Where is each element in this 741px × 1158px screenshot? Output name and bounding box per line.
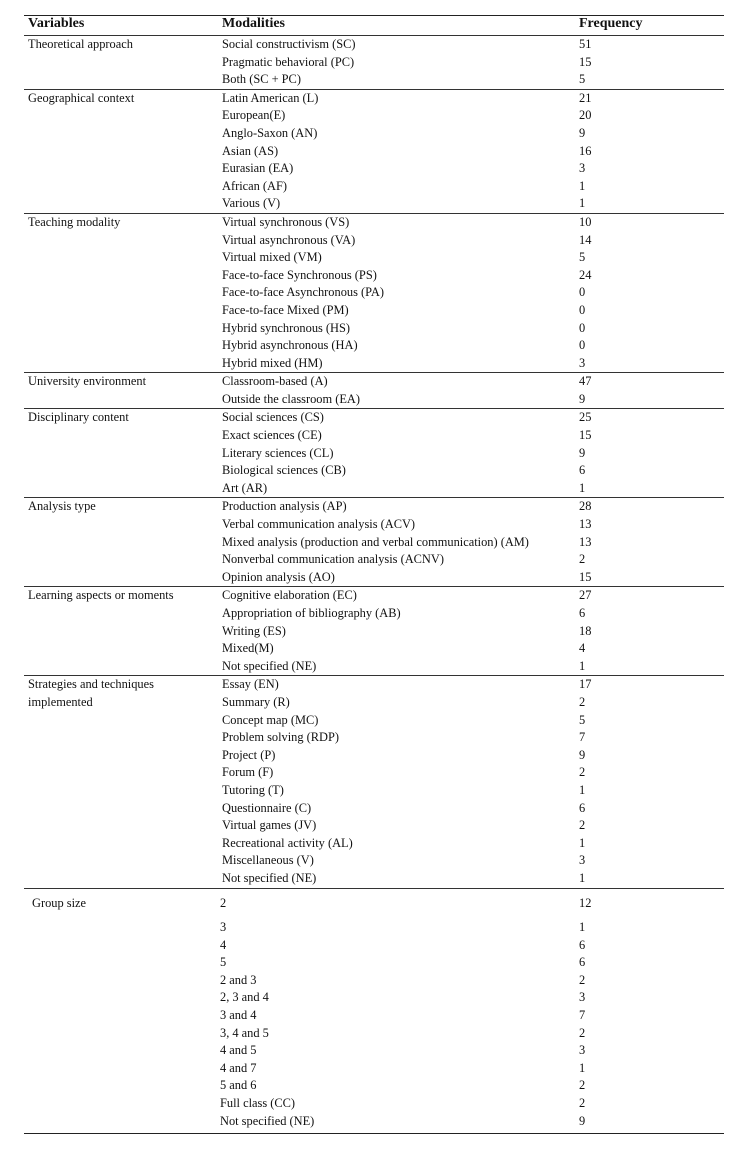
variable-group — [24, 409, 724, 497]
table-row — [24, 143, 724, 161]
table-row — [24, 178, 724, 196]
frequency-cell: 2 — [579, 1025, 586, 1040]
variable-group — [24, 36, 724, 89]
frequency-cell: 1 — [579, 658, 586, 673]
variable-name: Theoretical approach — [28, 37, 133, 51]
table-row — [24, 498, 724, 516]
table-row — [24, 729, 724, 747]
modality-cell: Various (V) — [222, 196, 281, 211]
frequency-cell: 5 — [579, 250, 586, 265]
modality-cell: Production analysis (AP) — [222, 499, 347, 514]
modality-cell: Latin American (L) — [222, 90, 319, 105]
table-row — [24, 107, 724, 125]
table-row — [24, 462, 724, 480]
variable-group — [24, 373, 724, 408]
modality-cell: 2, 3 and 4 — [220, 990, 269, 1005]
table-row — [24, 782, 724, 800]
table-row — [24, 852, 724, 870]
frequency-cell: 0 — [579, 302, 586, 317]
table-row — [24, 919, 724, 937]
modality-cell: Nonverbal communication analysis (ACNV) — [222, 552, 444, 567]
frequency-cell: 6 — [579, 463, 586, 478]
frequency-cell: 15 — [579, 569, 592, 584]
modality-cell: Biological sciences (CB) — [222, 463, 346, 478]
table-row — [24, 54, 724, 72]
frequency-cell: 9 — [579, 125, 586, 140]
variable-group — [24, 214, 724, 372]
frequency-cell: 14 — [579, 232, 592, 247]
frequency-cell: 2 — [579, 972, 586, 987]
frequency-cell: 0 — [579, 320, 586, 335]
table-row — [24, 373, 724, 391]
table-row — [24, 1060, 724, 1078]
table-row — [24, 1077, 724, 1095]
variable-name: University environment — [28, 374, 147, 389]
table-row — [24, 870, 724, 888]
modality-cell: African (AF) — [222, 178, 288, 193]
frequency-cell: 2 — [579, 694, 586, 709]
modality-cell: Face-to-face Mixed (PM) — [222, 302, 349, 317]
table-row — [24, 989, 724, 1007]
frequency-table — [24, 15, 724, 1134]
frequency-cell: 9 — [579, 445, 586, 460]
modality-cell: Miscellaneous (V) — [222, 853, 314, 868]
frequency-cell: 2 — [579, 1078, 586, 1093]
modality-cell: Hybrid asynchronous (HA) — [222, 338, 358, 353]
frequency-cell: 1 — [579, 835, 586, 850]
table-row — [24, 640, 724, 658]
modality-cell: Concept map (MC) — [222, 712, 319, 727]
table-row — [24, 284, 724, 302]
frequency-cell: 51 — [579, 37, 592, 51]
variable-group — [24, 90, 724, 213]
frequency-cell: 21 — [579, 90, 592, 105]
modality-cell: Summary (R) — [222, 694, 290, 709]
frequency-cell: 1 — [579, 782, 586, 797]
modality-cell: Virtual mixed (VM) — [222, 250, 322, 265]
frequency-cell: 3 — [579, 1043, 586, 1058]
modality-cell: Art (AR) — [222, 480, 268, 495]
header-frequency: Frequency — [579, 16, 643, 31]
frequency-cell: 1 — [579, 870, 586, 885]
table-row — [24, 800, 724, 818]
modality-cell: 2 — [220, 895, 227, 910]
frequency-cell: 7 — [579, 730, 586, 745]
modality-cell: Pragmatic behavioral (PC) — [222, 54, 355, 69]
modality-cell: Social sciences (CS) — [222, 410, 324, 425]
table-row — [24, 125, 724, 143]
modality-cell: Face-to-face Synchronous (PS) — [222, 267, 377, 282]
table-bottom-rule — [24, 1133, 724, 1134]
table-row — [24, 302, 724, 320]
modality-cell: Not specified (NE) — [222, 658, 317, 673]
variable-group — [24, 676, 724, 887]
frequency-cell: 24 — [579, 267, 592, 282]
frequency-cell: 16 — [579, 143, 592, 158]
table-row — [24, 71, 724, 89]
table-row — [24, 160, 724, 178]
table-row — [24, 954, 724, 972]
table-row — [24, 972, 724, 990]
table-row — [24, 587, 724, 605]
modality-cell: Anglo-Saxon (AN) — [222, 125, 318, 140]
frequency-cell: 0 — [579, 285, 586, 300]
variable-name: Strategies and techniques implemented — [28, 677, 154, 709]
table-row — [24, 623, 724, 641]
table-row — [24, 214, 724, 232]
frequency-cell: 15 — [579, 428, 592, 443]
modality-cell: Virtual synchronous (VS) — [222, 214, 350, 229]
modality-cell: Not specified (NE) — [222, 870, 317, 885]
table-row — [24, 1007, 724, 1025]
header-modalities: Modalities — [222, 16, 285, 31]
frequency-cell: 6 — [579, 955, 586, 970]
table-row — [24, 409, 724, 427]
modality-cell: Appropriation of bibliography (AB) — [222, 606, 401, 620]
frequency-cell: 4 — [579, 641, 586, 656]
modality-cell: Both (SC + PC) — [222, 72, 301, 87]
table-row — [24, 676, 724, 694]
frequency-cell: 9 — [579, 391, 586, 406]
frequency-cell: 28 — [579, 499, 592, 514]
modality-cell: Full class (CC) — [220, 1096, 296, 1111]
frequency-cell: 15 — [579, 54, 592, 69]
table-row — [24, 534, 724, 552]
modality-cell: Literary sciences (CL) — [222, 445, 334, 460]
variable-name: Teaching modality — [28, 214, 121, 229]
modality-cell: Problem solving (RDP) — [222, 730, 340, 745]
table-row — [24, 1095, 724, 1113]
frequency-cell: 10 — [579, 214, 592, 229]
frequency-cell: 1 — [579, 196, 586, 211]
variable-name: Learning aspects or moments — [28, 588, 174, 603]
modality-cell: Eurasian (EA) — [222, 161, 294, 176]
table-row — [24, 658, 724, 676]
table-row — [24, 267, 724, 285]
modality-cell: Forum (F) — [222, 765, 274, 780]
frequency-cell: 6 — [579, 937, 586, 952]
frequency-cell: 1 — [579, 178, 586, 193]
modality-cell: Outside the classroom (EA) — [222, 391, 360, 406]
table-row — [24, 551, 724, 569]
modality-cell: Social constructivism (SC) — [222, 37, 356, 51]
modality-cell: 4 — [220, 937, 227, 952]
frequency-cell: 3 — [579, 990, 586, 1005]
frequency-cell: 17 — [579, 677, 592, 692]
variable-group — [24, 498, 724, 586]
frequency-cell: 6 — [579, 800, 586, 815]
table-row — [24, 605, 724, 623]
table-row — [24, 569, 724, 587]
table-row — [24, 1113, 724, 1131]
modality-cell: 4 and 5 — [220, 1043, 257, 1058]
table-row — [24, 1042, 724, 1060]
frequency-cell: 25 — [579, 410, 592, 425]
modality-cell: Verbal communication analysis (ACV) — [222, 517, 416, 532]
modality-cell: Tutoring (T) — [222, 782, 284, 797]
table-row — [24, 694, 724, 712]
variable-name: Group size — [32, 895, 87, 910]
modality-cell: Hybrid mixed (HM) — [222, 355, 323, 370]
modality-cell: Project (P) — [222, 747, 276, 762]
frequency-cell: 47 — [579, 374, 592, 389]
table-row — [24, 516, 724, 534]
modality-cell: 3 — [220, 920, 227, 935]
frequency-cell: 9 — [579, 747, 586, 762]
table-row — [24, 337, 724, 355]
modality-cell: 5 — [220, 955, 227, 970]
table-row — [24, 391, 724, 409]
frequency-cell: 18 — [579, 623, 592, 638]
frequency-cell: 7 — [579, 1008, 586, 1023]
table-row — [24, 817, 724, 835]
modality-cell: 3 and 4 — [220, 1008, 257, 1023]
modality-cell: Writing (ES) — [222, 623, 286, 638]
table-row — [24, 747, 724, 765]
table-row — [24, 36, 724, 54]
table-row — [24, 937, 724, 955]
modality-cell: Virtual games (JV) — [222, 818, 317, 833]
frequency-cell: 2 — [579, 765, 586, 780]
frequency-cell: 2 — [579, 1096, 586, 1111]
table-row — [24, 355, 724, 373]
frequency-cell: 12 — [579, 895, 592, 910]
table-row — [24, 764, 724, 782]
variable-group — [24, 889, 724, 1131]
table-row — [24, 445, 724, 463]
modality-cell: Cognitive elaboration (EC) — [222, 588, 357, 603]
frequency-cell: 1 — [579, 920, 586, 935]
modality-cell: 3, 4 and 5 — [220, 1025, 269, 1040]
modality-cell: 4 and 7 — [220, 1060, 257, 1075]
frequency-cell: 2 — [579, 552, 586, 567]
variable-name: Analysis type — [28, 499, 96, 514]
table-row — [24, 232, 724, 250]
modality-cell: Recreational activity (AL) — [222, 835, 353, 850]
table-body — [24, 35, 724, 1134]
frequency-cell: 27 — [579, 588, 592, 603]
table-row — [24, 480, 724, 498]
modality-cell: Virtual asynchronous (VA) — [222, 232, 356, 247]
frequency-cell: 13 — [579, 517, 592, 532]
modality-cell: Classroom-based (A) — [222, 374, 328, 389]
frequency-cell: 13 — [579, 534, 592, 549]
modality-cell: Asian (AS) — [222, 143, 279, 158]
modality-cell: Not specified (NE) — [220, 1113, 315, 1128]
modality-cell: 2 and 3 — [220, 972, 257, 987]
modality-cell: European(E) — [222, 108, 286, 123]
modality-cell: Hybrid synchronous (HS) — [222, 320, 351, 335]
frequency-cell: 20 — [579, 108, 592, 123]
table-row — [24, 249, 724, 267]
frequency-cell: 3 — [579, 161, 586, 176]
modality-cell: Face-to-face Asynchronous (PA) — [222, 285, 384, 300]
frequency-cell: 5 — [579, 72, 586, 87]
frequency-cell: 5 — [579, 712, 586, 727]
frequency-cell: 3 — [579, 853, 586, 868]
header-variables: Variables — [28, 16, 85, 31]
modality-cell: Mixed analysis (production and verbal communication) (AM) — [222, 534, 529, 549]
modality-cell: Questionnaire (C) — [222, 800, 312, 815]
frequency-cell: 1 — [579, 480, 586, 495]
table-row — [24, 895, 724, 920]
table-row — [24, 835, 724, 853]
frequency-cell: 3 — [579, 355, 586, 370]
variable-name: Geographical context — [28, 90, 135, 105]
frequency-cell: 9 — [579, 1113, 586, 1128]
table-row — [24, 712, 724, 730]
frequency-cell: 1 — [579, 1060, 586, 1075]
modality-cell: Exact sciences (CE) — [222, 428, 322, 443]
table-row — [24, 195, 724, 213]
table-row — [24, 427, 724, 445]
modality-cell: Opinion analysis (AO) — [222, 569, 335, 584]
variable-name: Disciplinary content — [28, 410, 129, 425]
frequency-cell: 2 — [579, 818, 586, 833]
variable-group — [24, 587, 724, 675]
modality-cell: 5 and 6 — [220, 1078, 257, 1093]
frequency-cell: 0 — [579, 338, 586, 353]
table-row — [24, 1025, 724, 1043]
table-row — [24, 90, 724, 108]
table-row — [24, 320, 724, 338]
frequency-cell: 6 — [579, 606, 586, 620]
table-header — [24, 16, 724, 35]
modality-cell: Essay (EN) — [222, 677, 279, 692]
modality-cell: Mixed(M) — [222, 641, 274, 656]
